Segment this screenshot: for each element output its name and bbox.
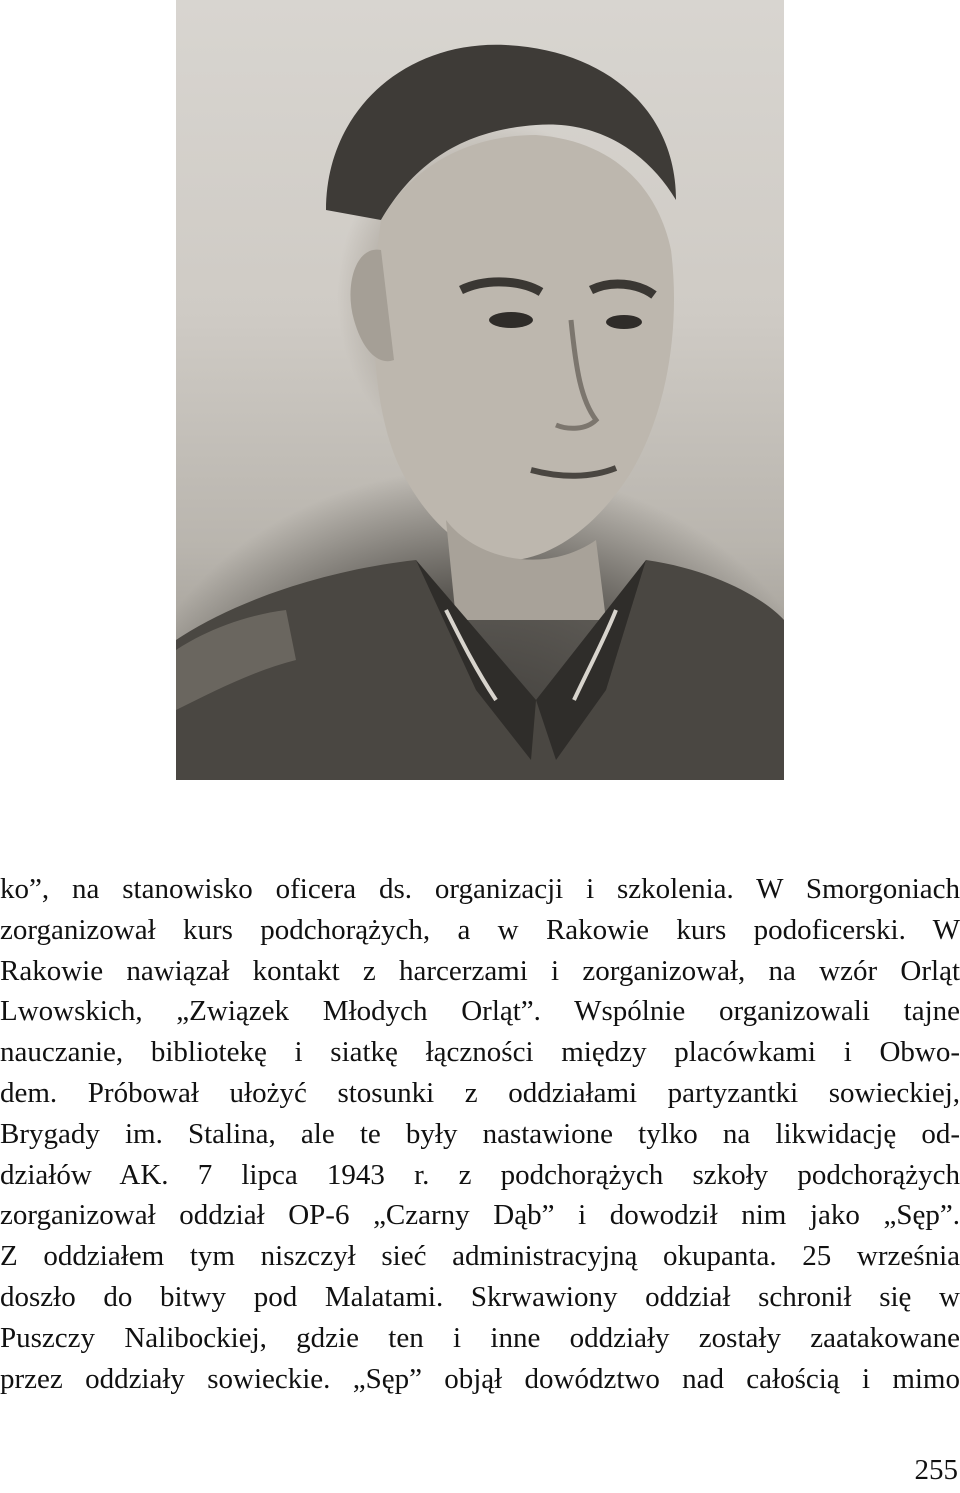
text-line: Brygady im. Stalina, ale te były nastawione tylko na likwidację od-: [0, 1117, 960, 1150]
page-number: 255: [914, 1454, 958, 1486]
text-line: przez oddziały sowieckie. „Sęp” objął dowództwo nad całością i mimo: [0, 1362, 960, 1395]
text-line: Lwowskich, „Związek Młodych Orląt”. Wspólnie organizowali tajne: [0, 995, 960, 1028]
text-line: Puszczy Nalibockiej, gdzie ten i inne oddziały zostały zaatakowane: [0, 1321, 960, 1354]
text-line: dem. Próbował ułożyć stosunki z oddziałami partyzantki sowieckiej,: [0, 1076, 960, 1109]
portrait-photo: [176, 0, 784, 780]
body-text: [0, 869, 960, 1399]
text-line: Rakowie nawiązał kontakt z harcerzami i zorganizował, na wzór Orląt: [0, 954, 960, 987]
text-line: zorganizował oddział OP-6 „Czarny Dąb” i dowodził nim jako „Sęp”.: [0, 1199, 960, 1232]
text-line: Z oddziałem tym niszczył sieć administracyjną okupanta. 25 września: [0, 1240, 960, 1273]
text-line: ko”, na stanowisko oficera ds. organizacji i szkolenia. W Smorgoniach: [0, 873, 960, 905]
text-line: działów AK. 7 lipca 1943 r. z podchorążych szkoły podchorążych: [0, 1158, 960, 1191]
portrait-illustration: [176, 0, 784, 780]
text-line: doszło do bitwy pod Malatami. Skrwawiony oddział schronił się w: [0, 1280, 960, 1313]
text-line: nauczanie, bibliotekę i siatkę łączności między placówkami i Obwo-: [0, 1036, 960, 1069]
text-line: zorganizował kurs podchorążych, a w Rakowie kurs podoficerski. W: [0, 913, 960, 946]
